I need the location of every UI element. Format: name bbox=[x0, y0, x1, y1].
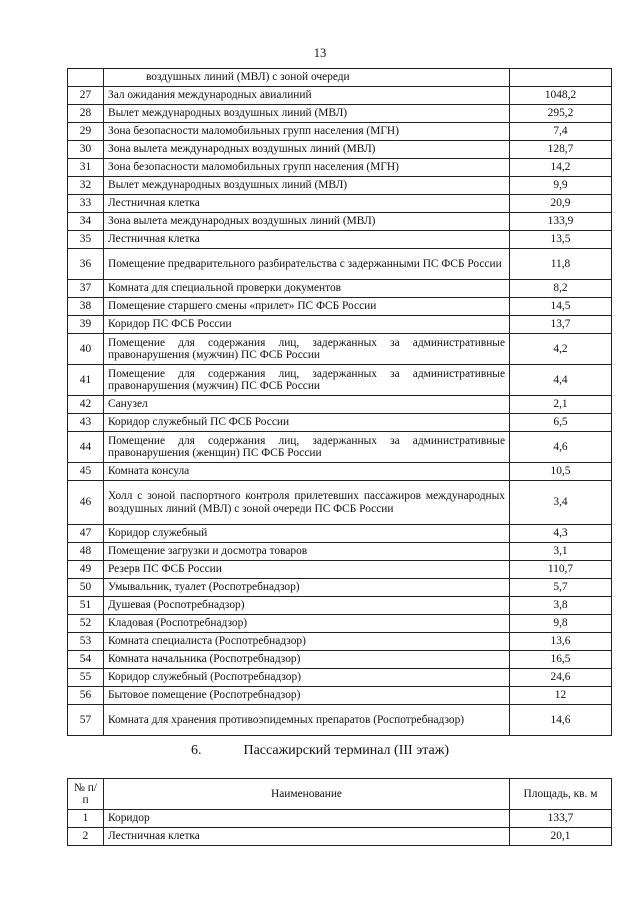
room-name-cell: Лестничная клетка bbox=[104, 828, 510, 846]
table-row bbox=[68, 481, 612, 525]
table-row bbox=[68, 231, 612, 249]
room-name-cell: Помещение для содержания лиц, задержанных за административные правонарушения (женщин) ПС ФСБ России bbox=[104, 432, 510, 463]
room-area-cell: 13,7 bbox=[510, 316, 612, 334]
table-row bbox=[68, 615, 612, 633]
room-name-cell: Лестничная клетка bbox=[104, 231, 510, 249]
header-number: № п/п bbox=[68, 779, 104, 810]
room-area-cell: 133,9 bbox=[510, 213, 612, 231]
table-row bbox=[68, 543, 612, 561]
table-row bbox=[68, 280, 612, 298]
row-number-cell: 40 bbox=[68, 334, 104, 365]
section-heading bbox=[0, 743, 640, 759]
table-row bbox=[68, 123, 612, 141]
header-area: Площадь, кв. м bbox=[510, 779, 612, 810]
row-number-cell: 34 bbox=[68, 213, 104, 231]
row-number-cell: 31 bbox=[68, 159, 104, 177]
row-number-cell: 49 bbox=[68, 561, 104, 579]
room-name-cell: Помещение для содержания лиц, задержанных за административные правонарушения (мужчин) ПС ФСБ России bbox=[104, 365, 510, 396]
row-number-cell: 1 bbox=[68, 810, 104, 828]
row-number-cell: 37 bbox=[68, 280, 104, 298]
room-name-cell: Комната для хранения противоэпидемных препаратов (Роспотребнадзор) bbox=[104, 705, 510, 736]
room-area-cell: 12 bbox=[510, 687, 612, 705]
room-name-cell: Помещение загрузки и досмотра товаров bbox=[104, 543, 510, 561]
table-row bbox=[68, 414, 612, 432]
room-area-cell: 4,2 bbox=[510, 334, 612, 365]
room-area-cell: 14,5 bbox=[510, 298, 612, 316]
row-number-cell: 32 bbox=[68, 177, 104, 195]
table-row bbox=[68, 463, 612, 481]
row-number-cell: 56 bbox=[68, 687, 104, 705]
table-row bbox=[68, 213, 612, 231]
row-number-cell: 42 bbox=[68, 396, 104, 414]
table-row bbox=[68, 633, 612, 651]
room-area-cell: 2,1 bbox=[510, 396, 612, 414]
header-name: Наименование bbox=[104, 779, 510, 810]
room-name-cell: Холл с зоной паспортного контроля прилетевших пассажиров международных воздушных линий (МВЛ) с зоной очереди ПС ФСБ России bbox=[104, 481, 510, 525]
table-row bbox=[68, 298, 612, 316]
table-row bbox=[68, 705, 612, 736]
room-name-cell: Зона вылета международных воздушных линий (МВЛ) bbox=[104, 213, 510, 231]
room-name-cell: Коридор bbox=[104, 810, 510, 828]
room-name-cell: Коридор служебный (Роспотребнадзор) bbox=[104, 669, 510, 687]
room-name-cell: Зал ожидания международных авиалиний bbox=[104, 87, 510, 105]
room-area-cell: 9,9 bbox=[510, 177, 612, 195]
continuation-row bbox=[68, 69, 612, 87]
room-name-cell: Санузел bbox=[104, 396, 510, 414]
room-name-cell: Коридор служебный bbox=[104, 525, 510, 543]
room-name-cell: воздушных линий (МВЛ) с зоной очереди bbox=[104, 69, 510, 87]
row-number-cell: 27 bbox=[68, 87, 104, 105]
room-name-cell: Коридор служебный ПС ФСБ России bbox=[104, 414, 510, 432]
row-number-cell: 48 bbox=[68, 543, 104, 561]
room-name-cell: Зона вылета международных воздушных линий (МВЛ) bbox=[104, 141, 510, 159]
room-area-cell: 10,5 bbox=[510, 463, 612, 481]
row-number-cell: 43 bbox=[68, 414, 104, 432]
table-row bbox=[68, 561, 612, 579]
room-area-cell: 128,7 bbox=[510, 141, 612, 159]
table-row bbox=[68, 105, 612, 123]
row-number-cell: 57 bbox=[68, 705, 104, 736]
row-number-cell: 38 bbox=[68, 298, 104, 316]
row-number-cell: 53 bbox=[68, 633, 104, 651]
room-name-cell: Вылет международных воздушных линий (МВЛ) bbox=[104, 105, 510, 123]
room-area-cell: 14,6 bbox=[510, 705, 612, 736]
table-row bbox=[68, 195, 612, 213]
room-name-cell: Помещение предварительного разбирательства с задержанными ПС ФСБ России bbox=[104, 249, 510, 280]
room-area-cell: 13,5 bbox=[510, 231, 612, 249]
table-row bbox=[68, 159, 612, 177]
row-number-cell: 55 bbox=[68, 669, 104, 687]
room-area-cell bbox=[510, 69, 612, 87]
table-row bbox=[68, 365, 612, 396]
page-number: 13 bbox=[313, 46, 327, 60]
rooms-table-floor-3-body bbox=[68, 779, 612, 846]
room-name-cell: Душевая (Роспотребнадзор) bbox=[104, 597, 510, 615]
room-area-cell: 1048,2 bbox=[510, 87, 612, 105]
row-number-cell: 33 bbox=[68, 195, 104, 213]
row-number-cell: 47 bbox=[68, 525, 104, 543]
room-area-cell: 3,8 bbox=[510, 597, 612, 615]
row-number-cell: 51 bbox=[68, 597, 104, 615]
room-area-cell: 4,3 bbox=[510, 525, 612, 543]
row-number-cell: 2 bbox=[68, 828, 104, 846]
table-row bbox=[68, 525, 612, 543]
table-row bbox=[68, 87, 612, 105]
room-area-cell: 7,4 bbox=[510, 123, 612, 141]
rooms-table-floor-3 bbox=[67, 778, 612, 846]
table-row bbox=[68, 579, 612, 597]
room-area-cell: 110,7 bbox=[510, 561, 612, 579]
row-number-cell bbox=[68, 69, 104, 87]
room-area-cell: 3,1 bbox=[510, 543, 612, 561]
room-area-cell: 8,2 bbox=[510, 280, 612, 298]
room-area-cell: 24,6 bbox=[510, 669, 612, 687]
room-name-cell: Комната начальника (Роспотребнадзор) bbox=[104, 651, 510, 669]
room-name-cell: Зона безопасности маломобильных групп населения (МГН) bbox=[104, 159, 510, 177]
room-name-cell: Вылет международных воздушных линий (МВЛ) bbox=[104, 177, 510, 195]
row-number-cell: 29 bbox=[68, 123, 104, 141]
table-row bbox=[68, 249, 612, 280]
room-name-cell: Комната для специальной проверки документов bbox=[104, 280, 510, 298]
room-name-cell: Лестничная клетка bbox=[104, 195, 510, 213]
table-row bbox=[68, 810, 612, 828]
section-number: 6. bbox=[190, 743, 202, 758]
room-area-cell: 9,8 bbox=[510, 615, 612, 633]
room-name-cell: Комната консула bbox=[104, 463, 510, 481]
table-row bbox=[68, 316, 612, 334]
table-row bbox=[68, 396, 612, 414]
row-number-cell: 36 bbox=[68, 249, 104, 280]
section-title: Пассажирский терминал (III этаж) bbox=[243, 743, 450, 758]
room-area-cell: 11,8 bbox=[510, 249, 612, 280]
table-row bbox=[68, 597, 612, 615]
row-number-cell: 46 bbox=[68, 481, 104, 525]
row-number-cell: 35 bbox=[68, 231, 104, 249]
room-area-cell: 13,6 bbox=[510, 633, 612, 651]
table-row bbox=[68, 177, 612, 195]
row-number-cell: 41 bbox=[68, 365, 104, 396]
room-name-cell: Бытовое помещение (Роспотребнадзор) bbox=[104, 687, 510, 705]
room-area-cell: 16,5 bbox=[510, 651, 612, 669]
table-row bbox=[68, 651, 612, 669]
table-row bbox=[68, 141, 612, 159]
row-number-cell: 54 bbox=[68, 651, 104, 669]
room-name-cell: Кладовая (Роспотребнадзор) bbox=[104, 615, 510, 633]
row-number-cell: 52 bbox=[68, 615, 104, 633]
room-area-cell: 14,2 bbox=[510, 159, 612, 177]
room-name-cell: Помещение старшего смены «прилет» ПС ФСБ России bbox=[104, 298, 510, 316]
table-row bbox=[68, 334, 612, 365]
row-number-cell: 28 bbox=[68, 105, 104, 123]
room-area-cell: 5,7 bbox=[510, 579, 612, 597]
table-row bbox=[68, 669, 612, 687]
room-name-cell: Комната специалиста (Роспотребнадзор) bbox=[104, 633, 510, 651]
room-area-cell: 20,9 bbox=[510, 195, 612, 213]
row-number-cell: 50 bbox=[68, 579, 104, 597]
table-row bbox=[68, 828, 612, 846]
room-name-cell: Помещение для содержания лиц, задержанных за административные правонарушения (мужчин) ПС ФСБ России bbox=[104, 334, 510, 365]
row-number-cell: 30 bbox=[68, 141, 104, 159]
room-area-cell: 20,1 bbox=[510, 828, 612, 846]
rooms-table-floor-2 bbox=[67, 68, 612, 736]
room-area-cell: 6,5 bbox=[510, 414, 612, 432]
room-name-cell: Зона безопасности маломобильных групп населения (МГН) bbox=[104, 123, 510, 141]
table-row bbox=[68, 432, 612, 463]
table-header-row bbox=[68, 779, 612, 810]
room-area-cell: 3,4 bbox=[510, 481, 612, 525]
room-name-cell: Резерв ПС ФСБ России bbox=[104, 561, 510, 579]
rooms-table-body bbox=[68, 69, 612, 736]
room-area-cell: 133,7 bbox=[510, 810, 612, 828]
room-name-cell: Умывальник, туалет (Роспотребнадзор) bbox=[104, 579, 510, 597]
room-area-cell: 295,2 bbox=[510, 105, 612, 123]
row-number-cell: 45 bbox=[68, 463, 104, 481]
row-number-cell: 44 bbox=[68, 432, 104, 463]
row-number-cell: 39 bbox=[68, 316, 104, 334]
room-area-cell: 4,6 bbox=[510, 432, 612, 463]
room-name-cell: Коридор ПС ФСБ России bbox=[104, 316, 510, 334]
room-area-cell: 4,4 bbox=[510, 365, 612, 396]
table-row bbox=[68, 687, 612, 705]
